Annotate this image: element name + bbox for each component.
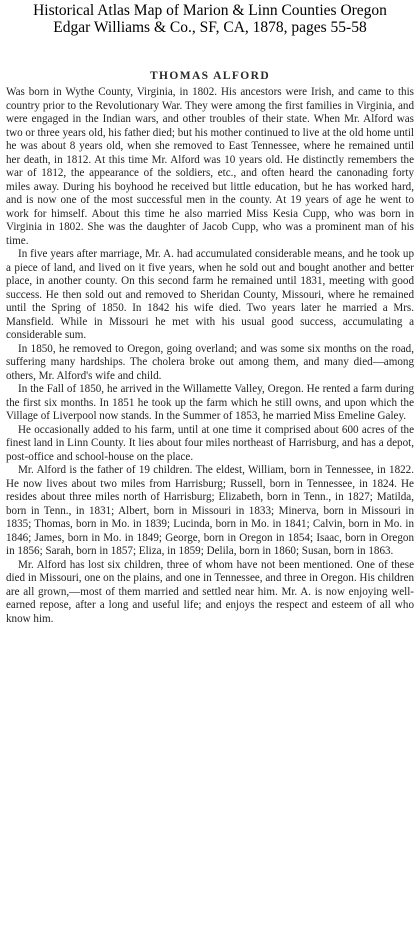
article-body: [0, 82, 420, 626]
paragraph-children: Mr. Alford is the father of 19 children. The eldest, William, born in Tennessee, in 1822. He now lives about two miles from Harrisburg; Russell, born in Tennessee, in 1824. He resides about three miles north of Harrisburg; Elizabeth, born in Tenn., in 1827; Matilda, born in Tenn., in 1831; Albert, born in Missouri in 1833; Minerva, born in Missouri in 1835; Thomas, born in Mo. in 1839; Lucinda, born in Mo. in 1841; Calvin, born in Mo. in 1846; James, born in Mo. in 1849; George, born in Oregon in 1854; Isaac, born in Oregon in 1856; Sarah, born in 1857; Eliza, in 1859; Delila, born in 1860; Susan, born in 1863.: [6, 464, 414, 557]
document-header: [0, 0, 420, 36]
paragraph-marriage: In five years after marriage, Mr. A. had accumulated considerable means, and he took up a piece of land, and lived on it five years, when he sold out and bought another and better place, in another county. On this second farm he remained until 1831, meeting with good success. He then sold out and removed to Sheridan County, Missouri, where he remained until the Spring of 1850. In 1842 his wife died. Two years later he married a Mrs. Mansfield. While in Missouri he met with his usual good success, accumulating a considerable sum.: [6, 248, 414, 341]
paragraph-farm: He occasionally added to his farm, until at one time it comprised about 600 acres of the finest land in Linn County. It lies about four miles northeast of Harrisburg, and has a depot, post-office and school-house on the place.: [6, 423, 414, 463]
paragraph-birth: Was born in Wythe County, Virginia, in 1802. His ancestors were Irish, and came to this country prior to the Revolutionary War. They were among the first families in Virginia, and were engaged in the Indian wars, and other troubles of their state. When Mr. Alford was two or three years old, his father died; but his mother continued to live at the old home until he was about 8 years old, when she removed to East Tennessee, where he remained until her death, in 1812. At this time Mr. Alford was 10 years old. He distinctly remembers the war of 1812, the appearance of the soldiers, etc., and often heard the canonading forty miles away. During his boyhood he received but little education, but he has worked hard, and is now one of the most successful men in the county. At 19 years of age he went to work for himself. About this time he also married Miss Kesia Cupp, who was born in Virginia in 1802. She was the daughter of Jacob Cupp, who was a prominent man of his time.: [6, 86, 414, 247]
header-line-1: Historical Atlas Map of Marion & Linn Counties Oregon: [33, 2, 387, 19]
header-line-2: Edgar Williams & Co., SF, CA, 1878, pages 55-58: [53, 19, 367, 36]
paragraph-willamette: In the Fall of 1850, he arrived in the Willamette Valley, Oregon. He rented a farm during the first six months. In 1851 he took up the farm which he still owns, and upon which the Village of Liverpool now stands. In the Summer of 1853, he married Miss Emeline Galey.: [6, 383, 414, 422]
paragraph-closing: Mr. Alford has lost six children, three of whom have not been mentioned. One of these died in Missouri, one on the plains, and one in Tennessee, and three in Oregon. His children are all grown,—most of them married and settled near him. Mr. A. is now enjoying well-earned repose, after a long and useful life; and enjoys the respect and esteem of all who know him.: [6, 558, 414, 625]
article-title: THOMAS ALFORD: [149, 70, 271, 82]
paragraph-oregon-journey: In 1850, he removed to Oregon, going overland; and was some six months on the road, suffering many hardships. The cholera broke out among them, and many died—among others, Mr. Alford's wife and child.: [6, 342, 414, 382]
